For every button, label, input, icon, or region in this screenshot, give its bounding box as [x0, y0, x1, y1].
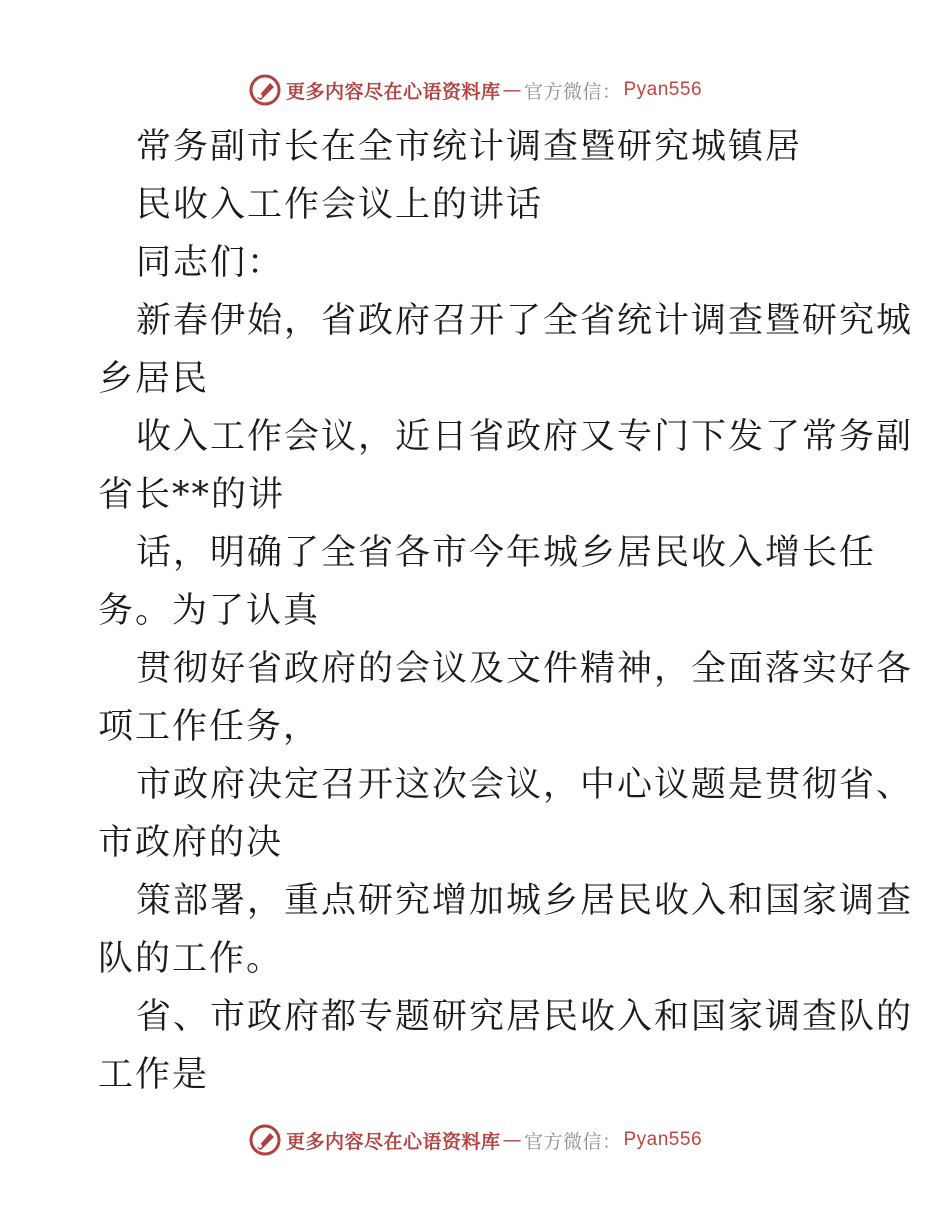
pen-nib-logo-icon: [248, 73, 282, 107]
paragraph-6-continuation: 队的工作。: [98, 939, 284, 979]
paragraph-7-continuation: 工作是: [98, 1055, 210, 1095]
document-body: [98, 118, 914, 1104]
paragraph-5-first-line: 市政府决定召开这次会议，中心议题是贯彻省、: [136, 765, 914, 805]
paragraph-1-continuation: 乡居民: [98, 359, 210, 399]
paragraph-5-continuation: 市政府的决: [98, 823, 284, 863]
watermark-wechat-id: Pyan556: [623, 79, 703, 100]
watermark-dash: —: [502, 1129, 522, 1151]
paragraph-2-continuation: 省长**的讲: [98, 475, 286, 515]
footer-watermark: [0, 1120, 950, 1160]
watermark-wechat-label: 官方微信：: [523, 1130, 622, 1153]
watermark-main-text: 更多内容尽在心语资料库: [285, 80, 501, 103]
watermark-wechat-label: 官方微信：: [523, 80, 622, 103]
document-title-line-1: 常务副市长在全市统计调查暨研究城镇居: [136, 127, 803, 167]
paragraph-3-first-line: 话，明确了全省各市今年城乡居民收入增长任: [136, 533, 877, 573]
header-watermark: [0, 70, 950, 110]
paragraph-7-first-line: 省、市政府都专题研究居民收入和国家调查队的: [136, 997, 914, 1037]
watermark-dash: —: [502, 79, 522, 101]
paragraph-2-first-line: 收入工作会议，近日省政府又专门下发了常务副: [136, 417, 914, 457]
paragraph-1-first-line: 新春伊始，省政府召开了全省统计调查暨研究城: [136, 301, 914, 341]
paragraph-6-first-line: 策部署，重点研究增加城乡居民收入和国家调查: [136, 881, 914, 921]
paragraph-4-continuation: 项工作任务，: [98, 707, 321, 747]
watermark-main-text: 更多内容尽在心语资料库: [285, 1130, 501, 1153]
paragraph-3-continuation: 务。为了认真: [98, 591, 321, 631]
salutation: 同志们：: [136, 243, 285, 283]
watermark-wechat-id: Pyan556: [623, 1129, 703, 1150]
document-title-line-2: 民收入工作会议上的讲话: [136, 185, 544, 225]
pen-nib-logo-icon: [248, 1123, 282, 1157]
paragraph-4-first-line: 贯彻好省政府的会议及文件精神，全面落实好各: [136, 649, 914, 689]
